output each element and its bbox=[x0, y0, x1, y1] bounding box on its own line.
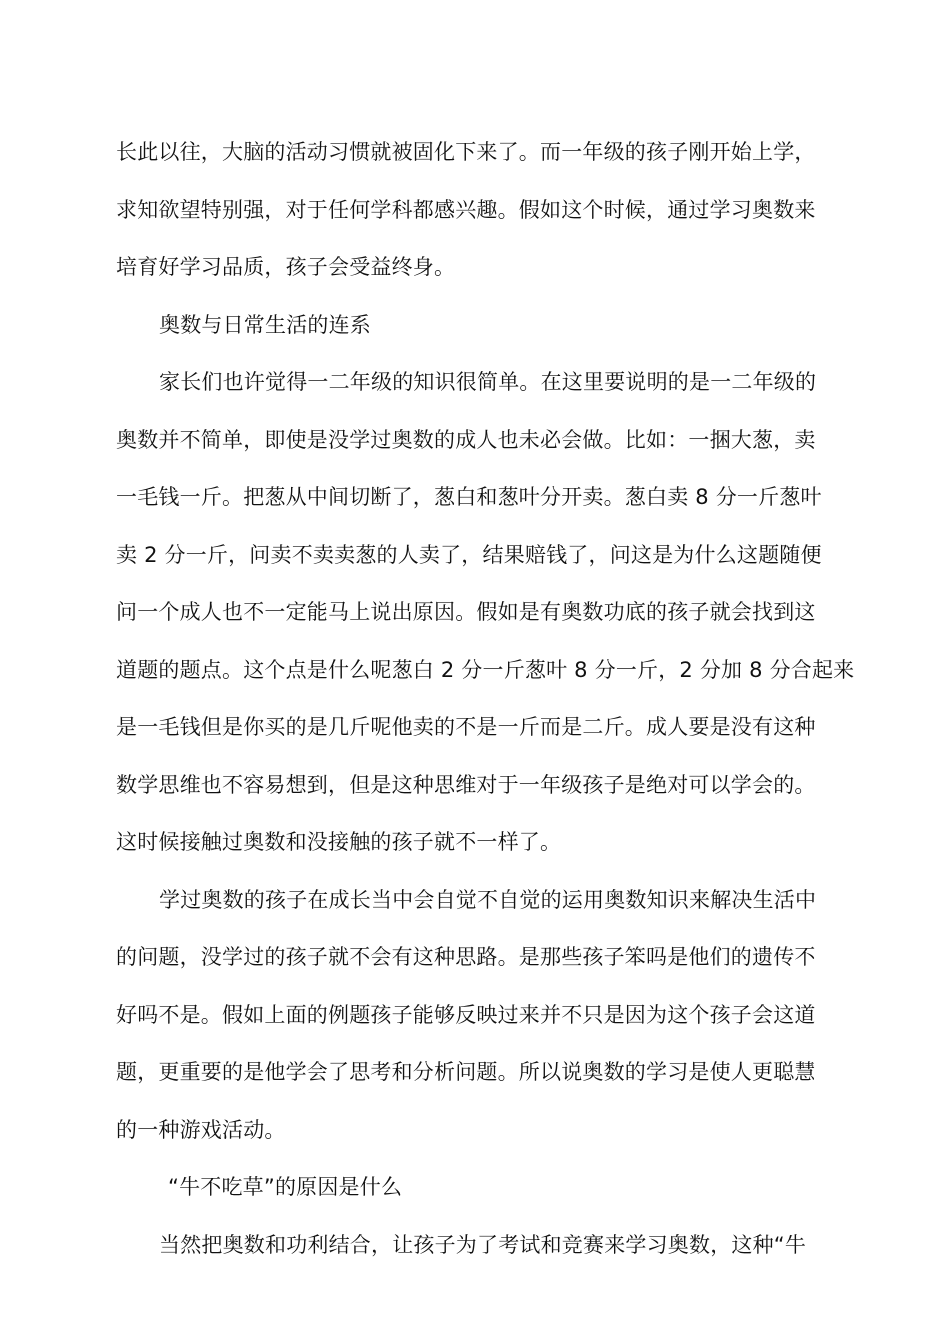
text-line: 是一毛钱但是你买的是几斤呢他卖的不是一斤而是二斤。成人要是没有这种 bbox=[116, 715, 816, 739]
paragraph-start-line: 学过奥数的孩子在成长当中会自觉不自觉的运用奥数知识来解决生活中 bbox=[159, 887, 817, 912]
text-line: 问一个成人也不一定能马上说出原因。假如是有奥数功底的孩子就会找到这 bbox=[116, 600, 816, 624]
text-line: 一毛钱一斤。把葱从中间切断了，葱白和葱叶分开卖。葱白卖 8 分一斤葱叶 bbox=[116, 485, 822, 509]
paragraph-start-line: 当然把奥数和功利结合，让孩子为了考试和竞赛来学习奥数，这种“牛 bbox=[159, 1232, 807, 1257]
text-line: 奥数并不简单，即使是没学过奥数的成人也未必会做。比如：一捆大葱，卖 bbox=[116, 427, 816, 452]
text-line: 长此以往，大脑的活动习惯就被固化下来了。而一年级的孩子刚开始上学， bbox=[116, 140, 816, 164]
text-line: 培育好学习品质，孩子会受益终身。 bbox=[116, 255, 456, 279]
text-line: 求知欲望特别强，对于任何学科都感兴趣。假如这个时候，通过学习奥数来 bbox=[116, 197, 816, 222]
section-heading: 奥数与日常生活的连系 bbox=[159, 312, 371, 337]
text-line: 这时候接触过奥数和没接触的孩子就不一样了。 bbox=[116, 830, 562, 854]
text-line: 道题的题点。这个点是什么呢葱白 2 分一斤葱叶 8 分一斤，2 分加 8 分合起来 bbox=[116, 657, 855, 682]
text-line: 好吗不是。假如上面的例题孩子能够反映过来并不只是因为这个孩子会这道 bbox=[116, 1002, 816, 1027]
text-line: 数学思维也不容易想到，但是这种思维对于一年级孩子是绝对可以学会的。 bbox=[116, 772, 816, 797]
document-body bbox=[116, 124, 860, 1274]
text-line: 的一种游戏活动。 bbox=[116, 1117, 286, 1142]
paragraph-start-line: 家长们也许觉得一二年级的知识很简单。在这里要说明的是一二年级的 bbox=[159, 370, 817, 394]
text-line: 卖 2 分一斤，问卖不卖卖葱的人卖了，结果赔钱了，问这是为什么这题随便 bbox=[116, 542, 822, 567]
text-line: 的问题，没学过的孩子就不会有这种思路。是那些孩子笨吗是他们的遗传不 bbox=[116, 945, 816, 969]
text-line: 题，更重要的是他学会了思考和分析问题。所以说奥数的学习是使人更聪慧 bbox=[116, 1060, 816, 1084]
section-heading: “牛不吃草”的原因是什么 bbox=[168, 1175, 403, 1199]
